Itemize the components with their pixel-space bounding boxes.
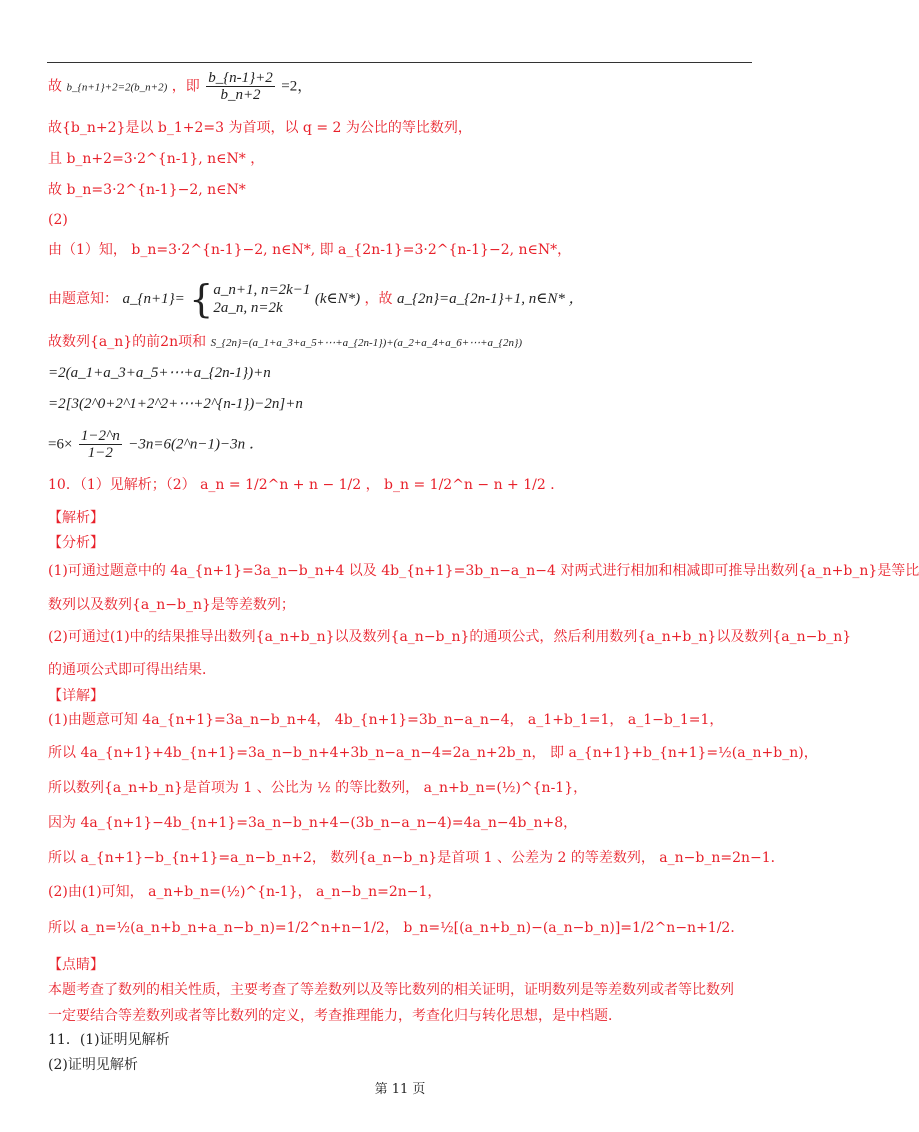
line-24: 所以 a_{n+1}−b_{n+1}=a_n−b_n+2， 数列{a_n−b_n}是首项 1 、公差为 2 的等差数列， a_n−b_n=2n−1． xyxy=(48,850,785,866)
line-10: =2[3(2^0+2^1+2^2+⋯+2^{n-1})−2n]+n xyxy=(48,396,303,412)
line-4: 故 b_n=3·2^{n-1}−2, n∈N* xyxy=(48,182,246,198)
line-12: 10．（1）见解析；（2） a_n = 1/2^n + n − 1/2 ， b_n = 1/2^n − n + 1/2 ． xyxy=(48,477,565,493)
line-6: 由（1）知， b_n=3·2^{n-1}−2, n∈N*, 即 a_{2n-1}=3·2^{n-1}−2, n∈N*， xyxy=(48,242,572,258)
fraction: $\frac{b\_\{n-1\}+2}{b\_n+2}$ xyxy=(208,70,273,103)
line-16: 数列以及数列{a_n−b_n}是等差数列； xyxy=(48,597,295,613)
header-rule xyxy=(47,62,752,63)
line-8: 故数列{a_n}的前2n项和 S_{2n}=(a_1+a_3+a_5+⋯+a_{2n-1})+(a_2+a_4+a_6+⋯+a_{2n}) xyxy=(48,334,522,350)
line-3: 且 b_n+2=3·2^{n-1}, n∈N* ， xyxy=(48,151,265,167)
line-5: (2) xyxy=(48,212,68,228)
line-29: 一定要结合等差数列或者等比数列的定义，考查推理能力，考查化归与转化思想，是中档题． xyxy=(48,1008,622,1024)
line-15: (1)可通过题意中的 4a_{n+1}=3a_n−b_n+4 以及 4b_{n+1}=3b_n−a_n−4 对两式进行相加和相减即可推导出数列{a_n+b_n}是等比 xyxy=(48,563,919,579)
line-21: 所以 4a_{n+1}+4b_{n+1}=3a_n−b_n+4+3b_n−a_n−4=2a_n+2b_n， 即 a_{n+1}+b_{n+1}=½(a_n+b_n)， xyxy=(48,745,818,761)
line-1: 故 b_{n+1}+2=2(b_n+2) ，即 $\frac{b\_\{n-1\}+2}{b\_n+2}$ =2， xyxy=(48,70,313,103)
line-9: =2(a_1+a_3+a_5+⋯+a_{2n-1})+n xyxy=(48,365,271,381)
line-30: 11．(1)证明见解析 xyxy=(48,1032,170,1048)
left-brace: { xyxy=(189,277,214,321)
piecewise: { a_n+1, n=2k−1 2a_n, n=2k xyxy=(189,277,311,321)
line-18: 的通项公式即可得出结果． xyxy=(48,662,216,678)
line-14: 【分析】 xyxy=(48,535,104,551)
line-26: 所以 a_n=½(a_n+b_n+a_n−b_n)=1/2^n+n−1/2， b_n=½[(a_n+b_n)−(a_n−b_n)]=1/2^n−n+1/2． xyxy=(48,920,745,936)
line-31: (2)证明见解析 xyxy=(48,1057,138,1073)
fraction: $\frac{1-2\^{}n}{1-2}$ xyxy=(80,428,120,461)
line-13: 【解析】 xyxy=(48,510,104,526)
line-11: =6× $\frac{1-2\^{}n}{1-2}$ −3n=6(2^n−1)−3n ． xyxy=(48,428,264,461)
line-22: 所以数列{a_n+b_n}是首项为 1 、公比为 ½ 的等比数列， a_n+b_n=(½)^{n-1}， xyxy=(48,780,588,796)
line-20: (1)由题意可知 4a_{n+1}=3a_n−b_n+4， 4b_{n+1}=3b_n−a_n−4， a_1+b_1=1， a_1−b_1=1， xyxy=(48,712,724,728)
line-17: (2)可通过(1)中的结果推导出数列{a_n+b_n}以及数列{a_n−b_n}的通项公式，然后利用数列{a_n+b_n}以及数列{a_n−b_n} xyxy=(48,629,852,645)
line-28: 本题考查了数列的相关性质，主要考查了等差数列以及等比数列的相关证明，证明数列是等差数列或者等比数列 xyxy=(48,982,734,998)
line-19: 【详解】 xyxy=(48,688,104,704)
line-2: 故{b_n+2}是以 b_1+2=3 为首项，以 q = 2 为公比的等比数列， xyxy=(48,120,472,136)
math-expression: b_{n+1}+2=2(b_n+2) xyxy=(66,81,168,94)
page-number: 第 11 页 xyxy=(374,1082,426,1097)
line-23: 因为 4a_{n+1}−4b_{n+1}=3a_n−b_n+4−(3b_n−a_n−4)=4a_n−4b_n+8， xyxy=(48,815,578,831)
line-7: 由题意知： a_{n+1}= { a_n+1, n=2k−1 2a_n, n=2k (k∈N*) ，故 a_{2n}=a_{2n-1}+1, n∈N* ， xyxy=(48,277,584,321)
line-27: 【点睛】 xyxy=(48,957,104,973)
line-25: (2)由(1)可知， a_n+b_n=(½)^{n-1}， a_n−b_n=2n−1， xyxy=(48,884,442,900)
